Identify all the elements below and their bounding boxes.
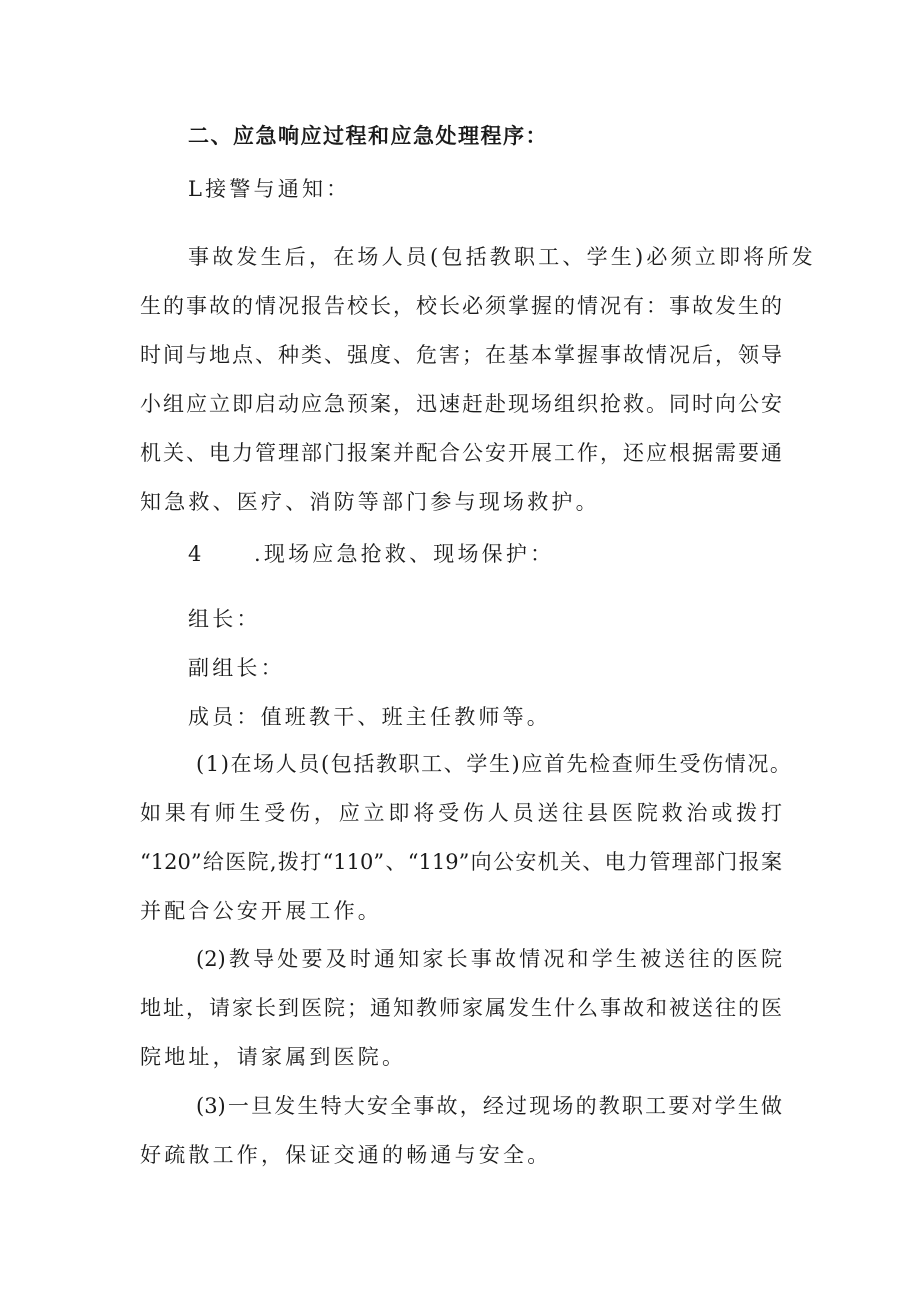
paragraph1-line: 时间与地点、种类、强度、危害；在基本掌握事故情况后，领导 xyxy=(140,343,782,367)
item1-title: L接警与通知： xyxy=(188,177,351,201)
item4-number: 4 xyxy=(188,542,205,566)
paragraph1-line: 机关、电力管理部门报案并配合公安开展工作，还应根据需要通 xyxy=(140,441,782,465)
role-deputy: 副组长： xyxy=(188,656,285,680)
step2-line: 院地址，请家属到医院。 xyxy=(140,1045,407,1069)
step2-line: 地址，请家长到医院；通知教师家属发生什么事故和被送往的医 xyxy=(140,996,782,1020)
item4-title xyxy=(188,540,554,568)
step3-line: (3)一旦发生特大安全事故，经过现场的教职工要对学生做 xyxy=(196,1094,782,1118)
item4-text: .现场应急抢救、现场保护： xyxy=(254,542,555,566)
role-leader: 组长： xyxy=(188,607,261,631)
step1-line: “120”给医院,拨打“110”、“119”向公安机关、电力管理部门报案 xyxy=(140,850,782,874)
step1-line: (1)在场人员(包括教职工、学生)应首先检查师生受伤情况。 xyxy=(196,752,793,776)
paragraph1-line: 事故发生后，在场人员(包括教职工、学生)必须立即将所发 xyxy=(188,245,816,269)
paragraph1-line: 知急救、医疗、消防等部门参与现场救护。 xyxy=(140,490,600,514)
step3-line: 好疏散工作，保证交通的畅通与安全。 xyxy=(140,1143,552,1167)
step1-line: 如果有师生受伤，应立即将受伤人员送往县医院救治或拨打 xyxy=(140,801,782,825)
step2-line: (2)教导处要及时通知家长事故情况和学生被送往的医院 xyxy=(196,947,782,971)
paragraph1-line: 小组应立即启动应急预案，迅速赶赴现场组织抢救。同时向公安 xyxy=(140,392,782,416)
section-heading: 二、应急响应过程和应急处理程序： xyxy=(188,124,548,148)
role-members: 成员：值班教干、班主任教师等。 xyxy=(188,705,551,729)
paragraph1-line: 生的事故的情况报告校长，校长必须掌握的情况有：事故发生的 xyxy=(140,294,782,318)
step1-line: 并配合公安开展工作。 xyxy=(140,899,382,923)
